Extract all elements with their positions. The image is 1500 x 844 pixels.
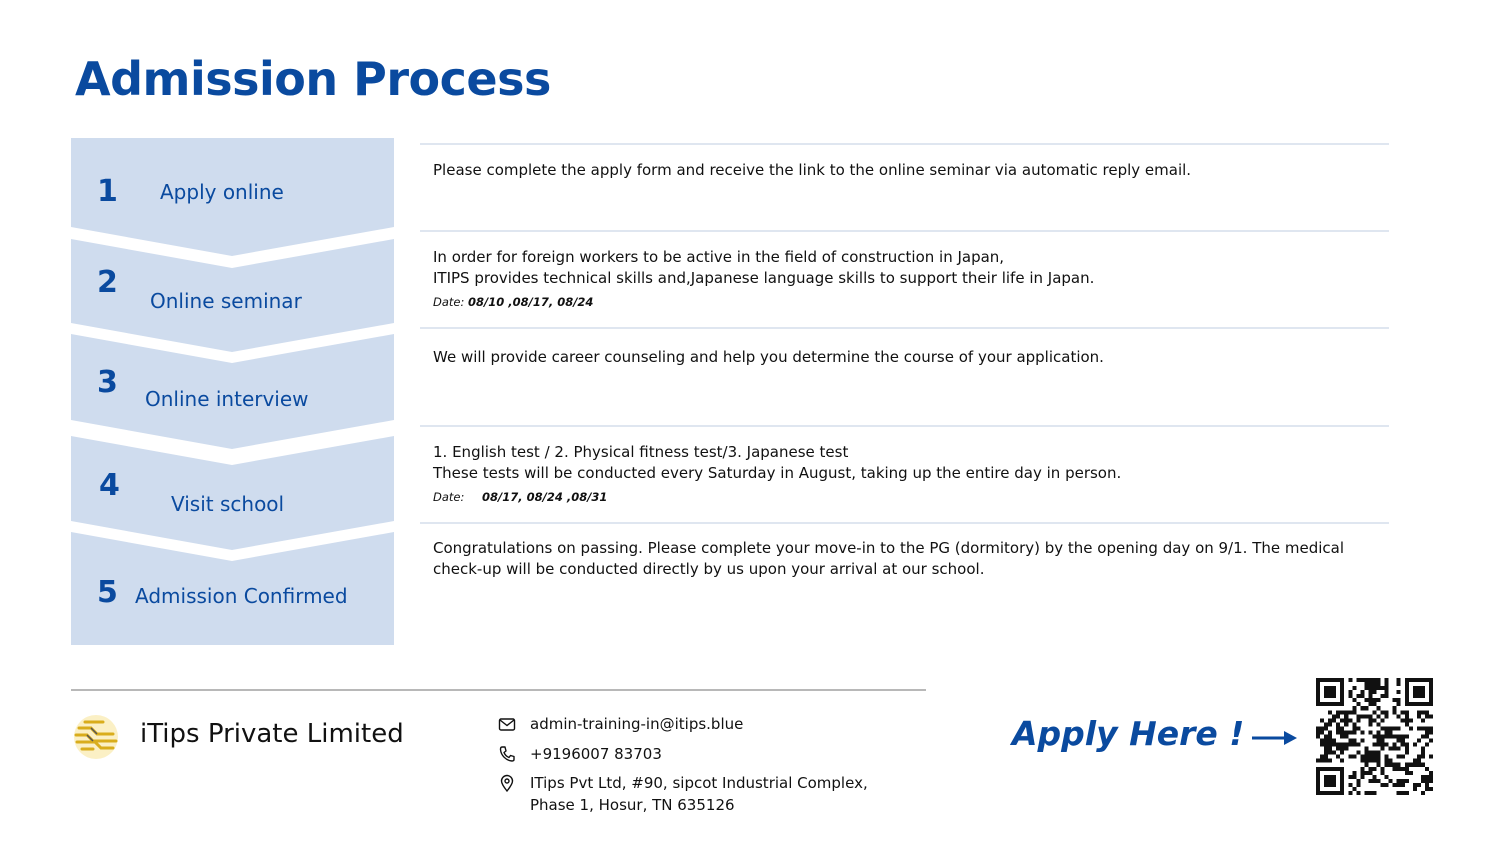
divider bbox=[420, 230, 1389, 232]
location-pin-icon bbox=[498, 774, 516, 792]
step-3-number: 3 bbox=[97, 365, 118, 400]
phone-icon bbox=[498, 745, 516, 763]
step-1-description bbox=[433, 160, 1383, 181]
step-1-text: Please complete the apply form and receive the link to the online seminar via automatic reply email. bbox=[433, 161, 1192, 179]
footer-divider bbox=[71, 689, 926, 691]
step-2-date-value: 08/10 ,08/17, 08/24 bbox=[468, 295, 594, 309]
step-2-number: 2 bbox=[97, 265, 118, 300]
step-2-date bbox=[433, 292, 1383, 313]
phone-text[interactable]: +9196007 83703 bbox=[530, 745, 662, 763]
step-4-date bbox=[433, 487, 1383, 508]
step-2-text-line-1: In order for foreign workers to be active in the field of construction in Japan, bbox=[433, 248, 1005, 266]
arrow-right-icon bbox=[1250, 726, 1298, 750]
address-line-2: Phase 1, Hosur, TN 635126 bbox=[530, 796, 735, 814]
apply-here-label[interactable]: Apply Here ! bbox=[1012, 714, 1245, 753]
step-4-text-line-1: 1. English test / 2. Physical fitness test/3. Japanese test bbox=[433, 443, 849, 461]
step-2-text-line-2: ITIPS provides technical skills and,Japanese language skills to support their life in Japan. bbox=[433, 269, 1095, 287]
divider bbox=[420, 327, 1389, 329]
step-5-text-line-2: check-up will be conducted directly by us upon your arrival at our school. bbox=[433, 560, 985, 578]
step-4-label: Visit school bbox=[171, 492, 285, 516]
step-5-text-line-1: Congratulations on passing. Please complete your move-in to the PG (dormitory) by the opening day on 9/1. The medical bbox=[433, 539, 1344, 557]
mail-icon bbox=[498, 715, 516, 733]
step-1-label: Apply online bbox=[160, 180, 284, 204]
company-name: iTips Private Limited bbox=[140, 719, 404, 749]
step-2-description bbox=[433, 247, 1383, 313]
qr-code[interactable] bbox=[1316, 678, 1433, 795]
step-3-text: We will provide career counseling and help you determine the course of your application. bbox=[433, 348, 1104, 366]
divider bbox=[420, 425, 1389, 427]
steps-column bbox=[71, 138, 394, 645]
step-4-text-line-2: These tests will be conducted every Saturday in August, taking up the entire day in person. bbox=[433, 464, 1122, 482]
step-4-date-label: Date: bbox=[433, 490, 465, 504]
step-3-label: Online interview bbox=[145, 387, 309, 411]
divider bbox=[420, 522, 1389, 524]
step-4-description bbox=[433, 442, 1383, 508]
page-title: Admission Process bbox=[75, 52, 551, 106]
itips-logo-icon bbox=[73, 714, 119, 760]
step-3-description bbox=[433, 347, 1383, 368]
step-1-number: 1 bbox=[97, 174, 118, 209]
step-5-number: 5 bbox=[97, 575, 118, 610]
step-5-description bbox=[433, 538, 1383, 580]
step-2-label: Online seminar bbox=[150, 289, 302, 313]
email-text[interactable]: admin-training-in@itips.blue bbox=[530, 715, 744, 733]
step-4-number: 4 bbox=[99, 468, 120, 503]
step-5-label: Admission Confirmed bbox=[135, 584, 348, 608]
step-2-date-label: Date: bbox=[433, 295, 465, 309]
step-4-date-value: 08/17, 08/24 ,08/31 bbox=[482, 490, 608, 504]
address-line-1: ITips Pvt Ltd, #90, sipcot Industrial Complex, bbox=[530, 774, 868, 792]
divider bbox=[420, 143, 1389, 145]
